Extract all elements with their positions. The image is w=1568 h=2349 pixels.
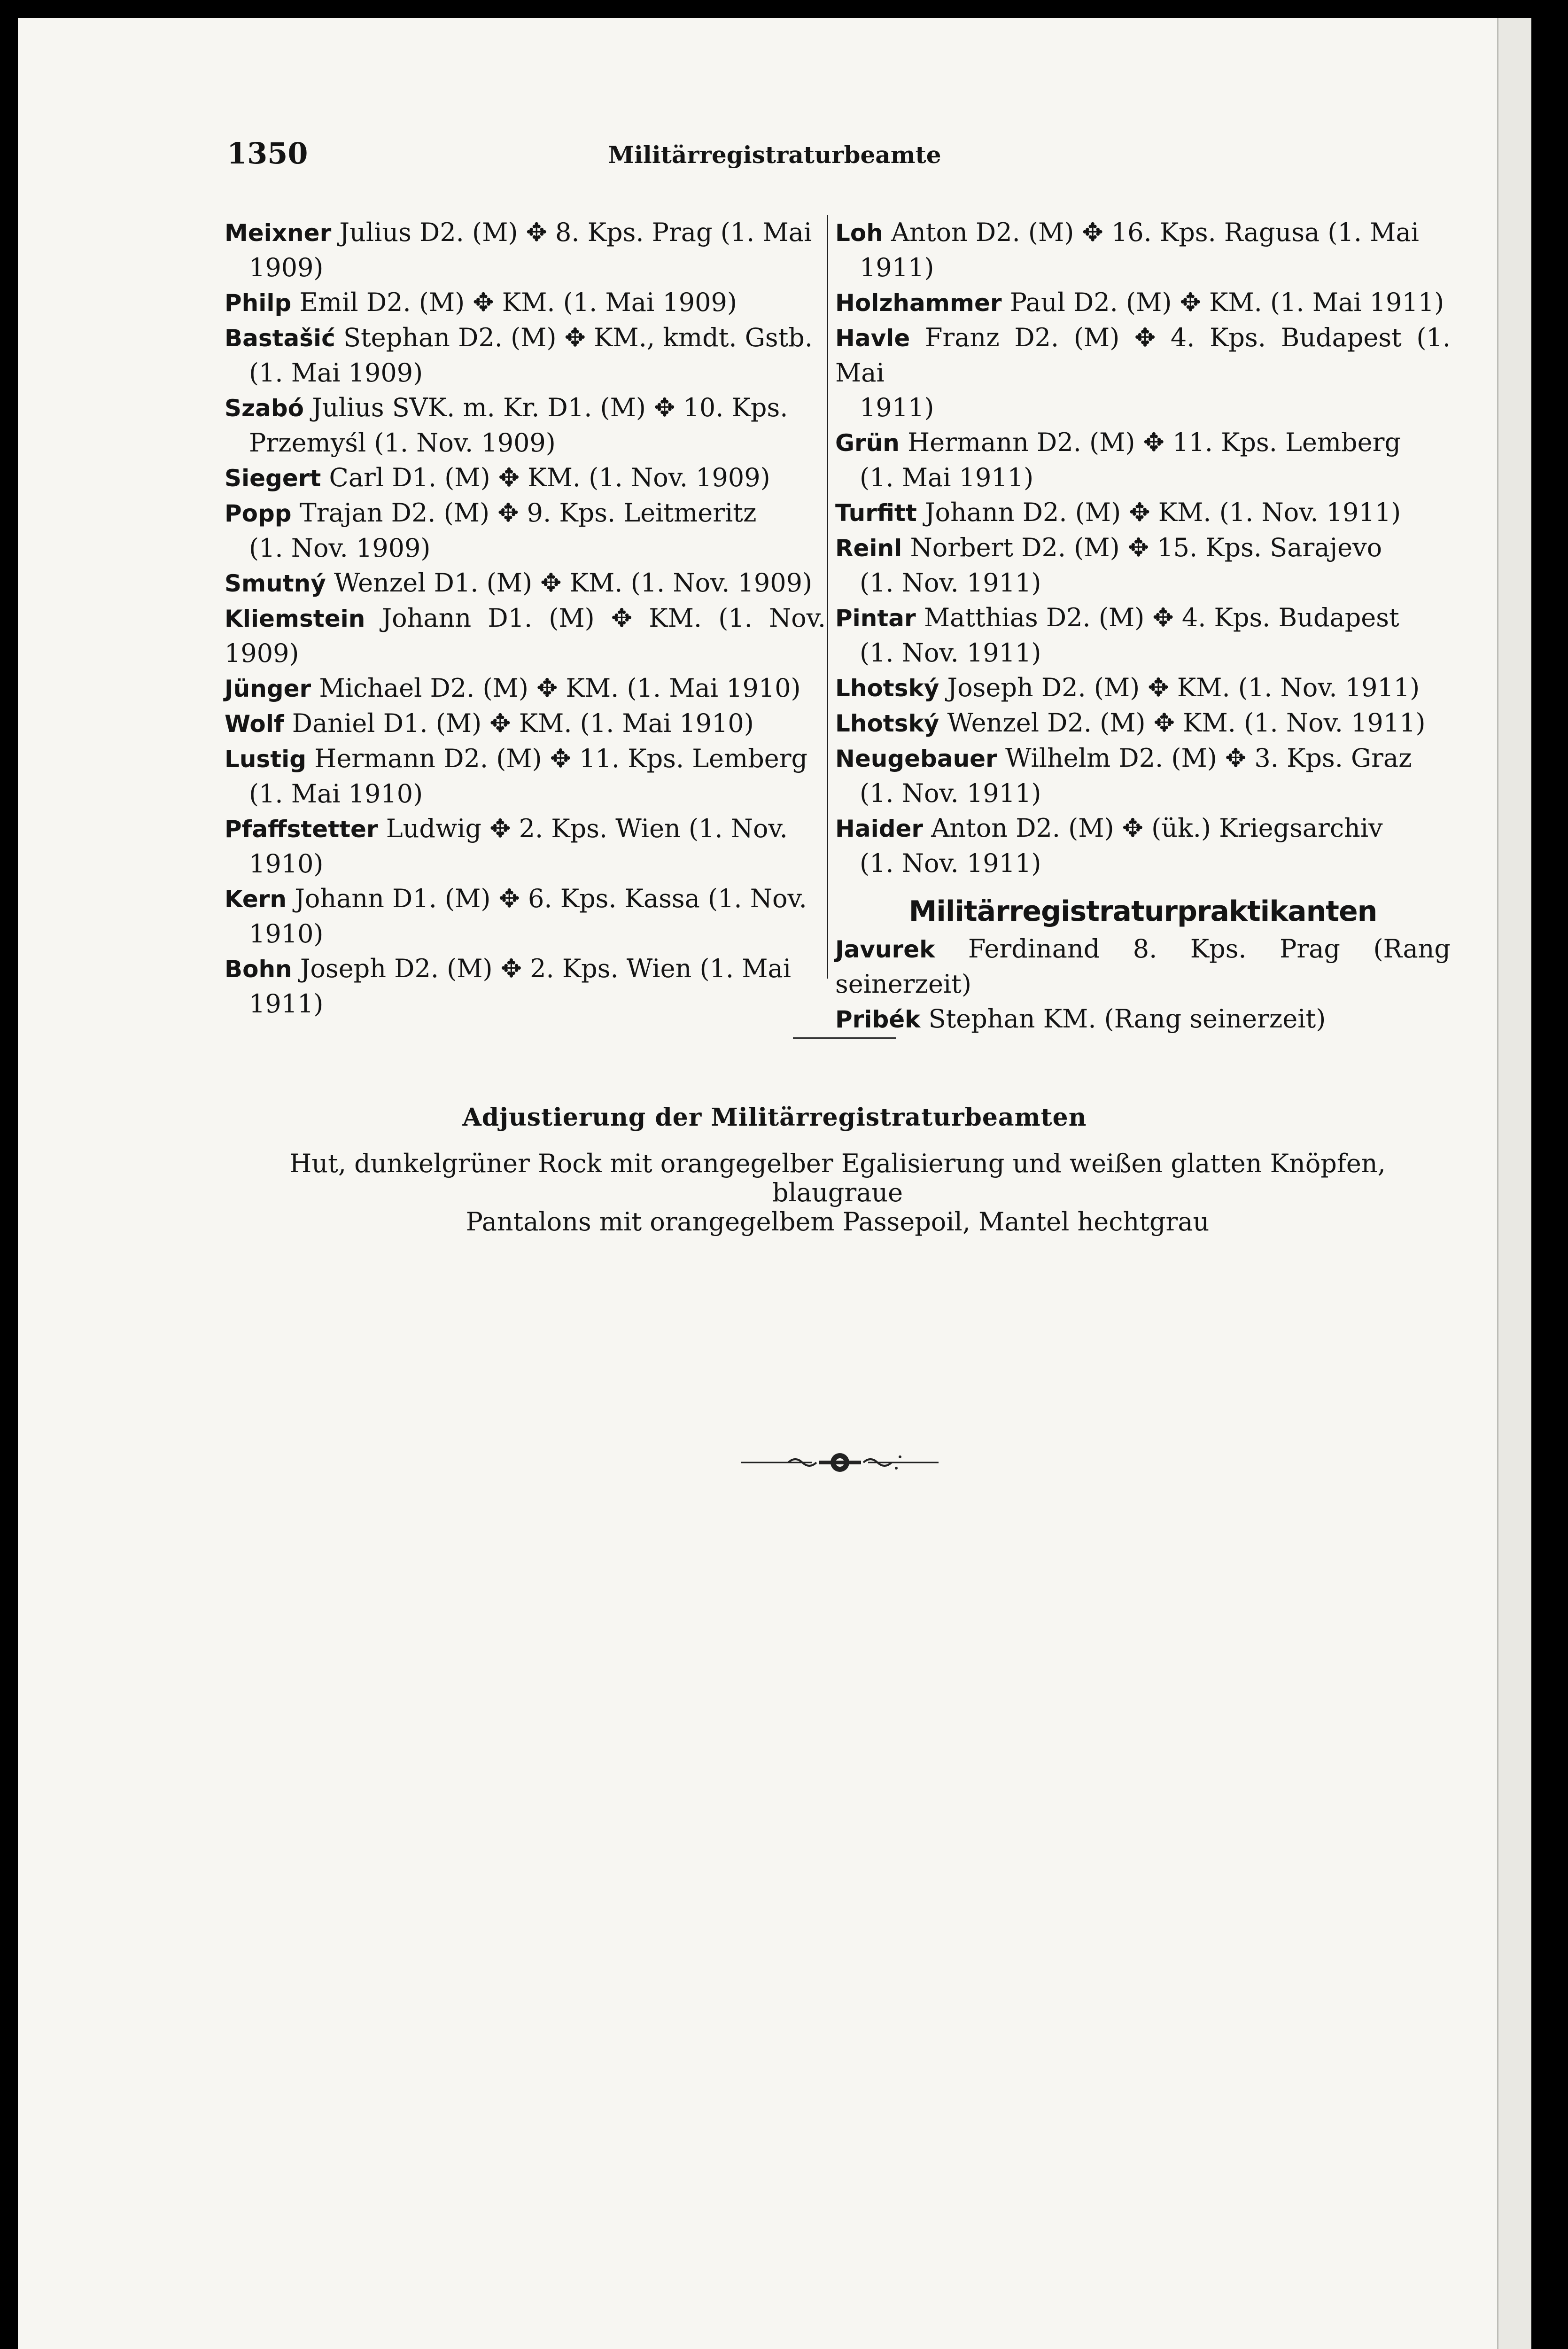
entry-surname: Neugebauer bbox=[835, 745, 997, 772]
personnel-entry bbox=[225, 566, 826, 601]
personnel-entry bbox=[225, 285, 826, 320]
entry-surname: Philp bbox=[225, 289, 292, 317]
page-header bbox=[18, 136, 1531, 183]
adjustierung-text bbox=[225, 1149, 1451, 1237]
entry-continuation: 1909) bbox=[249, 253, 324, 282]
entry-surname: Kern bbox=[225, 886, 287, 913]
tailpiece-ornament-icon bbox=[741, 1448, 939, 1477]
entry-details: Joseph D2. (M) ✥ 2. Kps. Wien (1. Mai bbox=[300, 954, 792, 983]
entry-details: Hermann D2. (M) ✥ 11. Kps. Lemberg bbox=[908, 428, 1401, 457]
entry-details: Ferdinand 8. Kps. Prag (Rang seinerzeit) bbox=[835, 934, 1451, 999]
entry-details: Johann D1. (M) ✥ 6. Kps. Kassa (1. Nov. bbox=[295, 884, 807, 913]
praktikanten-heading: Militärregistraturpraktikanten bbox=[908, 895, 1377, 928]
entry-surname: Pribék bbox=[835, 1006, 921, 1033]
entry-details: Michael D2. (M) ✥ KM. (1. Mai 1910) bbox=[319, 673, 801, 703]
entry-continuation: (1. Nov. 1911) bbox=[860, 638, 1041, 668]
entry-details: Ludwig ✥ 2. Kps. Wien (1. Nov. bbox=[386, 814, 788, 843]
entry-details: Wilhelm D2. (M) ✥ 3. Kps. Graz bbox=[1005, 743, 1412, 773]
entry-surname: Wolf bbox=[225, 710, 284, 738]
entry-details: Wenzel D2. (M) ✥ KM. (1. Nov. 1911) bbox=[947, 708, 1426, 738]
entry-surname: Grün bbox=[835, 429, 900, 457]
entry-details: Emil D2. (M) ✥ KM. (1. Mai 1909) bbox=[299, 288, 737, 317]
personnel-entry bbox=[835, 425, 1451, 495]
entry-details: Julius D2. (M) ✥ 8. Kps. Prag (1. Mai bbox=[339, 218, 812, 247]
entry-surname: Lustig bbox=[225, 746, 307, 773]
entry-details: Norbert D2. (M) ✥ 15. Kps. Sarajevo bbox=[910, 533, 1382, 562]
entry-surname: Siegert bbox=[225, 465, 321, 492]
personnel-entry bbox=[835, 1002, 1451, 1037]
entry-surname: Reinl bbox=[835, 535, 902, 562]
entry-continuation: (1. Mai 1909) bbox=[249, 358, 423, 388]
entry-surname: Lhotský bbox=[835, 675, 939, 702]
personnel-entry bbox=[835, 670, 1451, 706]
personnel-entry bbox=[225, 496, 826, 566]
entry-surname: Kliemstein bbox=[225, 605, 365, 632]
entry-surname: Smutný bbox=[225, 570, 326, 597]
entry-continuation: (1. Mai 1910) bbox=[249, 779, 423, 809]
entry-surname: Jünger bbox=[225, 675, 311, 702]
entry-details: Anton D2. (M) ✥ 16. Kps. Ragusa (1. Mai bbox=[891, 218, 1419, 247]
section-divider bbox=[793, 1037, 896, 1039]
personnel-entry bbox=[225, 390, 826, 460]
personnel-entry bbox=[225, 671, 826, 706]
adjustierung-line: Pantalons mit orangegelbem Passepoil, Mantel hechtgrau bbox=[466, 1207, 1210, 1237]
entry-surname: Pfaffstetter bbox=[225, 816, 378, 843]
book-page bbox=[18, 18, 1531, 2349]
entry-continuation: 1911) bbox=[860, 393, 934, 422]
page-edge-strip bbox=[1497, 18, 1531, 2349]
entry-details: Johann D2. (M) ✥ KM. (1. Nov. 1911) bbox=[924, 498, 1401, 527]
left-column bbox=[225, 215, 826, 1021]
entry-details: Franz D2. (M) ✥ 4. Kps. Budapest (1. Mai bbox=[835, 323, 1451, 388]
right-entries bbox=[835, 215, 1451, 881]
personnel-entry bbox=[835, 215, 1451, 285]
entry-details: Daniel D1. (M) ✥ KM. (1. Mai 1910) bbox=[292, 708, 754, 738]
entry-surname: Turfitt bbox=[835, 499, 917, 527]
entry-details: Stephan D2. (M) ✥ KM., kmdt. Gstb. bbox=[343, 323, 813, 352]
entry-details: Carl D1. (M) ✥ KM. (1. Nov. 1909) bbox=[329, 463, 770, 492]
entry-surname: Haider bbox=[835, 815, 924, 842]
entry-continuation: 1911) bbox=[249, 989, 324, 1019]
entry-details: Julius SVK. m. Kr. D1. (M) ✥ 10. Kps. bbox=[312, 393, 788, 422]
personnel-entry bbox=[835, 495, 1451, 530]
entry-continuation: (1. Nov. 1911) bbox=[860, 848, 1041, 878]
entry-continuation: (1. Nov. 1909) bbox=[249, 533, 431, 563]
entry-surname: Loh bbox=[835, 219, 883, 247]
personnel-entry bbox=[225, 951, 826, 1021]
personnel-entry bbox=[225, 601, 826, 671]
personnel-entry bbox=[835, 600, 1451, 670]
personnel-entry bbox=[225, 706, 826, 741]
personnel-entry bbox=[835, 932, 1451, 1002]
entry-surname: Holzhammer bbox=[835, 289, 1002, 317]
entry-surname: Popp bbox=[225, 500, 292, 527]
entry-continuation: (1. Mai 1911) bbox=[860, 463, 1034, 492]
entry-details: Stephan KM. (Rang seinerzeit) bbox=[928, 1004, 1326, 1034]
personnel-entry bbox=[225, 320, 826, 390]
entry-surname: Bohn bbox=[225, 956, 292, 983]
entry-details: Trajan D2. (M) ✥ 9. Kps. Leitmeritz bbox=[299, 498, 757, 528]
column-divider bbox=[827, 215, 828, 979]
entry-surname: Meixner bbox=[225, 219, 332, 247]
entry-details: Johann D1. (M) ✥ KM. (1. Nov. 1909) bbox=[225, 603, 826, 668]
entry-surname: Lhotský bbox=[835, 710, 939, 737]
praktikanten-entries bbox=[835, 932, 1451, 1037]
entry-surname: Pintar bbox=[835, 605, 916, 632]
personnel-entry bbox=[835, 285, 1451, 320]
entry-surname: Javurek bbox=[835, 936, 935, 963]
entry-continuation: (1. Nov. 1911) bbox=[860, 568, 1041, 598]
personnel-entry bbox=[835, 811, 1451, 881]
entry-continuation: 1910) bbox=[249, 919, 324, 949]
adjustierung-line: Hut, dunkelgrüner Rock mit orangegelber Egalisierung und weißen glatten Knöpfen, blaugraue bbox=[289, 1149, 1386, 1207]
entry-details: Paul D2. (M) ✥ KM. (1. Mai 1911) bbox=[1009, 288, 1444, 317]
personnel-entry bbox=[225, 215, 826, 285]
personnel-entry bbox=[225, 811, 826, 881]
right-column bbox=[835, 215, 1451, 1037]
page-number: 1350 bbox=[227, 136, 308, 171]
entry-surname: Szabó bbox=[225, 395, 304, 422]
personnel-entry bbox=[835, 530, 1451, 600]
entry-details: Joseph D2. (M) ✥ KM. (1. Nov. 1911) bbox=[947, 673, 1420, 702]
entry-continuation: 1911) bbox=[860, 253, 934, 282]
entry-details: Matthias D2. (M) ✥ 4. Kps. Budapest bbox=[924, 603, 1399, 632]
entry-continuation: (1. Nov. 1911) bbox=[860, 778, 1041, 808]
adjustierung-title: Adjustierung der Militärregistraturbeamten bbox=[462, 1103, 1087, 1132]
personnel-entry bbox=[835, 706, 1451, 741]
personnel-entry bbox=[225, 460, 826, 496]
entry-surname: Bastašić bbox=[225, 325, 335, 352]
personnel-entry bbox=[225, 741, 826, 811]
entry-details: Anton D2. (M) ✥ (ük.) Kriegsarchiv bbox=[931, 813, 1383, 843]
personnel-entry bbox=[835, 741, 1451, 811]
entry-continuation: Przemyśl (1. Nov. 1909) bbox=[249, 428, 556, 458]
entry-surname: Havle bbox=[835, 325, 910, 352]
entry-details: Hermann D2. (M) ✥ 11. Kps. Lemberg bbox=[314, 744, 808, 773]
personnel-entry bbox=[225, 881, 826, 951]
running-title: Militärregistraturbeamte bbox=[608, 141, 941, 169]
entry-continuation: 1910) bbox=[249, 849, 324, 879]
entry-details: Wenzel D1. (M) ✥ KM. (1. Nov. 1909) bbox=[334, 568, 813, 598]
personnel-entry bbox=[835, 320, 1451, 425]
